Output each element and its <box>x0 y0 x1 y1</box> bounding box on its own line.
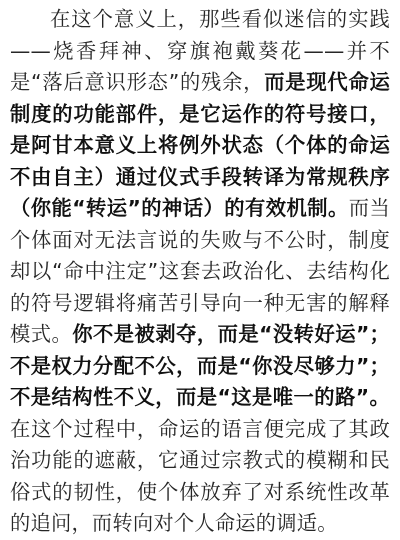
text-segment-intro: 在这个意义上，那些看似迷信的实践——烧香拜神、穿旗袍戴葵花——并不是“落后意识形态”的残余， <box>10 7 390 94</box>
bold-segment-thesis: 而是现代命运制度的功能部件，是它运作的符号接口，是阿甘本意义上将例外状态（个体的命运不由自主）通过仪式手段转译为常规秩序（你能“转运”的神话）的有效机制。 <box>10 70 390 220</box>
text-segment-conclusion: 在这个过程中，命运的语言便完成了其政治功能的遮蔽，它通过宗教式的模糊和民俗式的韧性，使个体放弃了对系统性改革的追问，而转向对个人命运的调适。 <box>10 416 390 535</box>
body-paragraph <box>10 4 390 540</box>
text-segment-mechanism: 而当个体面对无法言说的失败与不公时，制度却以“命中注定”这套去政治化、去结构化的符号逻辑将痛苦引导向一种无害的解释模式。 <box>10 196 390 346</box>
bold-segment-reframing: 你不是被剥夺，而是“没转好运”；不是权力分配不公，而是“你没尽够力”；不是结构性不义，而是“这是唯一的路”。 <box>10 322 390 409</box>
